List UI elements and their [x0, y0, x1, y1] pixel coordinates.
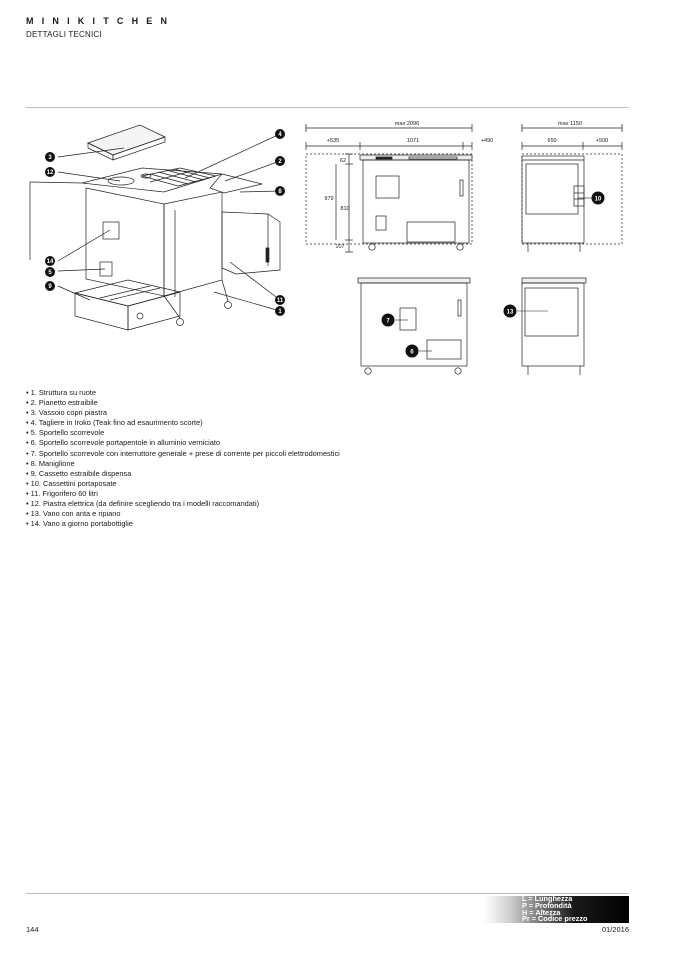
legend-item: • 1. Struttura su ruote [26, 388, 340, 398]
brand-title: MINIKITCHEN [26, 16, 176, 26]
callout-7: 7 [386, 318, 390, 325]
lower-side-view [522, 278, 586, 375]
callout-10: 10 [594, 196, 602, 203]
dim-side-extra: +500 [595, 138, 609, 144]
dim-height-total: 979 [324, 196, 334, 202]
legend-item: • 6. Sportello scorrevole portapentole in alluminio verniciato [26, 438, 340, 448]
callout-11: 11 [276, 298, 284, 305]
abbreviation-key [484, 896, 629, 923]
legend-item: • 14. Vano a giorno portabottiglie [26, 519, 340, 529]
legend-item: • 4. Tagliere in Iroko (Teak fino ad esaurimento scorte) [26, 418, 340, 428]
legend-item: • 10. Cassettini portaposate [26, 479, 340, 489]
isometric-view [30, 125, 280, 330]
key-altezza: H = Altezza [522, 907, 561, 917]
callout-1: 1 [278, 309, 282, 316]
dim-height-top: 62 [339, 158, 347, 164]
page-number: 144 [26, 925, 39, 934]
edition-date: 01/2016 [601, 925, 629, 934]
legend-item: • 9. Cassetto estraibile dispensa [26, 469, 340, 479]
dim-height-body: 810 [340, 206, 350, 212]
lower-front-view [358, 278, 470, 374]
legend-item: • 7. Sportello scorrevole con interruttore generale + prese di corrente per piccoli elettrodomestici [26, 449, 340, 459]
legend-item: • 3. Vassoio copri piastra [26, 408, 340, 418]
callout-12: 12 [46, 170, 54, 177]
page-subtitle: DETTAGLI TECNICI [26, 30, 102, 39]
dim-front-left: +535 [326, 138, 340, 144]
callout-8: 8 [278, 189, 282, 196]
callout-9: 9 [48, 284, 52, 291]
callout-3: 3 [48, 155, 52, 162]
callout-6: 6 [410, 349, 414, 356]
components-legend [26, 388, 340, 529]
dim-side-total: max 1150 [557, 121, 583, 127]
legend-item: • 13. Vano con anta e ripiano [26, 509, 340, 519]
dim-front-right: +490 [480, 138, 494, 144]
callout-5: 5 [48, 270, 52, 277]
callout-4: 4 [278, 132, 282, 139]
key-profondita: P = Profondità [522, 900, 572, 910]
dim-front-total: max 2096 [394, 121, 420, 127]
legend-item: • 5. Sportello scorrevole [26, 428, 340, 438]
callout-14: 14 [46, 259, 54, 266]
legend-item: • 11. Frigorifero 60 litri [26, 489, 340, 499]
callout-2: 2 [278, 159, 282, 166]
technical-drawings [0, 110, 678, 385]
legend-item: • 2. Pianetto estraibile [26, 398, 340, 408]
dim-height-bottom: 107 [335, 244, 345, 250]
dim-front-mid: 1071 [406, 138, 420, 144]
dim-side-depth: 650 [547, 138, 557, 144]
callout-13: 13 [506, 309, 514, 316]
top-divider [26, 107, 629, 108]
key-lunghezza: L = Lunghezza [522, 894, 573, 903]
key-codice-prezzo: Pr = Codice prezzo [522, 914, 588, 924]
legend-item: • 8. Maniglione [26, 459, 340, 469]
legend-item: • 12. Piastra elettrica (da definire scegliendo tra i modelli raccomandati) [26, 499, 340, 509]
